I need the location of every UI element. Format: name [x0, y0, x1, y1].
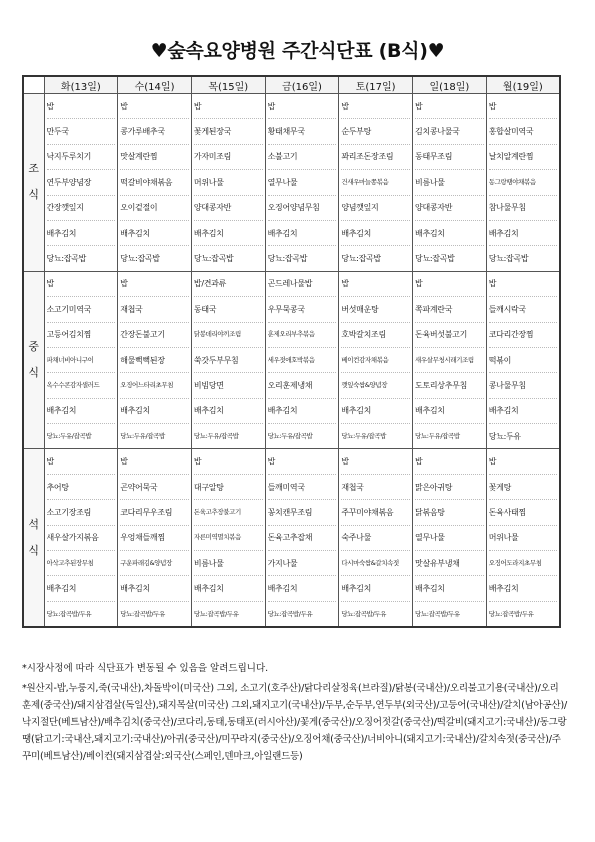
menu-cell [413, 271, 487, 449]
menu-item: 당뇨:잡곡밥/두유 [415, 609, 460, 618]
menu-item: 호박갈치조림 [341, 323, 410, 348]
menu-item: 꽁치캔무조림 [268, 500, 337, 525]
menu-item: 순두부탕 [341, 119, 410, 144]
menu-cell [413, 449, 487, 627]
menu-item: 낙지두루치기 [47, 145, 116, 170]
corner-cell [23, 76, 44, 94]
menu-item: 새우살무청시래기조림 [415, 348, 484, 373]
menu-item: 배추김치 [341, 576, 410, 601]
menu-item: 밥 [120, 272, 189, 297]
menu-item: 만두국 [47, 119, 116, 144]
meal-row [23, 271, 560, 449]
menu-item: 재첩국 [341, 475, 410, 500]
menu-item: 당뇨:잡곡밥 [267, 254, 308, 264]
menu-item: 베이컨감자채볶음 [341, 348, 410, 373]
menu-item: 홍합살미역국 [489, 119, 557, 144]
menu-item: 밥 [194, 94, 263, 119]
menu-item: 추어탕 [47, 475, 116, 500]
menu-item: 도토리상추무침 [415, 373, 484, 398]
menu-item: 당뇨:두유/잡곡밥 [193, 431, 239, 440]
menu-item: 열무나물 [268, 170, 337, 195]
menu-item: 동태무조림 [415, 145, 484, 170]
menu-item: 비빔당면 [194, 373, 263, 398]
meal-label: 조 식 [23, 94, 44, 272]
day-header: 화(13일) [44, 76, 118, 94]
menu-item: 다시마숙쌈&갈치속젓 [341, 551, 410, 576]
menu-item: 동태국 [194, 297, 263, 322]
menu-item: 깻잎숙쌈&양념장 [341, 373, 410, 398]
menu-item: 당뇨:두유/잡곡밥 [415, 431, 460, 440]
menu-item: 간장깻잎지 [47, 196, 116, 221]
menu-item: 곤약어묵국 [120, 475, 189, 500]
notice-text: *시장사정에 따라 식단표가 변동될 수 있음을 알려드립니다. [22, 663, 269, 674]
menu-item: 배추김치 [415, 399, 484, 424]
menu-item: 아삭고추된장무침 [47, 551, 116, 576]
menu-item: 당뇨:잡곡밥 [341, 254, 381, 264]
menu-item: 배추김치 [489, 221, 557, 246]
menu-item: 구운파래김&양념장 [120, 551, 189, 576]
menu-item: 밥 [489, 272, 557, 297]
menu-item: 배추김치 [489, 399, 557, 424]
menu-item: 오이겉절이 [120, 196, 189, 221]
menu-cell [265, 449, 339, 627]
menu-cell [413, 94, 487, 272]
menu-item: 쪽파계란국 [415, 297, 484, 322]
menu-item: 당뇨:잡곡밥/두유 [46, 609, 92, 618]
menu-item: 돈육고추잡채 [268, 526, 337, 551]
menu-item: 배추김치 [415, 221, 484, 246]
menu-item: 배추김치 [47, 576, 116, 601]
menu-item: 쑥갓두부무침 [194, 348, 263, 373]
menu-item: 밥 [489, 449, 557, 474]
menu-item: 연두부양념장 [47, 170, 116, 195]
menu-item: 배추김치 [489, 576, 557, 601]
menu-item: 떡갈비야채볶음 [120, 170, 189, 195]
menu-cell [191, 271, 265, 449]
menu-item: 옥수수콘감자샐러드 [47, 373, 116, 398]
menu-item: 양대콩자반 [415, 196, 484, 221]
menu-cell [339, 449, 413, 627]
menu-item: 당뇨:두유/잡곡밥 [341, 431, 387, 440]
menu-item: 당뇨:두유 [488, 431, 521, 441]
menu-cell [339, 94, 413, 272]
menu-item: 훈제오리부추볶음 [268, 323, 337, 348]
menu-item: 비름나물 [194, 551, 263, 576]
menu-item: 세우젓애호박볶음 [268, 348, 337, 373]
menu-cell [44, 94, 118, 272]
menu-item: 밥 [489, 94, 557, 119]
menu-item: 소불고기 [268, 145, 337, 170]
menu-item: 코다리무우조림 [120, 500, 189, 525]
meal-label: 석 식 [23, 449, 44, 627]
menu-item: 배추김치 [341, 399, 410, 424]
menu-item: 돈육버섯불고기 [415, 323, 484, 348]
menu-item: 배추김치 [341, 221, 410, 246]
menu-item: 버섯매운탕 [341, 297, 410, 322]
menu-item: 배추김치 [194, 399, 263, 424]
menu-item: 맑은아귀탕 [415, 475, 484, 500]
menu-item: 동그랑땡야채볶음 [489, 170, 557, 195]
origin-info: *원산지-밥,누룽지,죽(국내산),차돌박이(미국산) 그외, 소고기(호주산)/닭다리살정육(브라질)/닭봉(국내산)/오리불고기용(국내산)/오리훈제(중국산)/돼지삼겹살(독일산),돼지목살(미국산) 그외,돼지고기(국내산)/두부,순두부,연두부(외국산)/고등어(국내산)/갈치(남아공산)/낙지절단(베트남산)/배추김치(중국산)/코다리,동태,동태포(러시아산)/꽃게(중국산)/오징어젓갈(중국산)/떡갈비(돼지고기:국내산)/동그랑땡(닭고기:국내산,돼지고기:국내산)/아귀(중국산)/미꾸라지(중국산)/오징어채(중국산)/너비아니(돼지고기:국내산)/갈치속젓(중국산)/주꾸미(베트남산)/베이컨(돼지삼겹살:외국산(스페인,덴마크,아일랜드등) [22, 683, 567, 762]
menu-item: 양대콩자반 [194, 196, 263, 221]
menu-item: 머위나물 [489, 526, 557, 551]
menu-cell [486, 94, 560, 272]
menu-item: 당뇨:잡곡밥/두유 [341, 609, 387, 618]
menu-item: 밥 [341, 94, 410, 119]
menu-item: 배추김치 [120, 399, 189, 424]
menu-item: 맛살유부냉채 [415, 551, 484, 576]
menu-item: 소고기미역국 [47, 297, 116, 322]
day-header: 월(19일) [486, 76, 560, 94]
menu-item: 밥 [341, 449, 410, 474]
menu-item: 열무나물 [415, 526, 484, 551]
menu-item: 오징어양념무침 [268, 196, 337, 221]
menu-item: 밥 [341, 272, 410, 297]
menu-item: 들깨시락국 [489, 297, 557, 322]
menu-item: 밥 [47, 94, 116, 119]
meal-label: 중 식 [23, 271, 44, 449]
menu-item: 당뇨:잡곡밥 [193, 254, 234, 264]
menu-item: 우엉채들깨찜 [120, 526, 189, 551]
menu-item: 참나물무침 [489, 196, 557, 221]
menu-item: 숙주나물 [341, 526, 410, 551]
menu-item: 꽃게된장국 [194, 119, 263, 144]
menu-item: 배추김치 [47, 221, 116, 246]
menu-item: 닭볶음탕 [415, 500, 484, 525]
menu-item: 배추김치 [194, 221, 263, 246]
menu-cell [265, 271, 339, 449]
day-header: 목(15일) [191, 76, 265, 94]
menu-item: 돈육고추장불고기 [194, 500, 263, 525]
menu-item: 당뇨:두유/잡곡밥 [267, 431, 313, 440]
menu-item: 재첩국 [120, 297, 189, 322]
menu-item: 자른미역멸치볶음 [194, 526, 263, 551]
meal-row [23, 94, 560, 272]
menu-item: 당뇨:두유/잡곡밥 [46, 431, 92, 440]
menu-item: 양념깻잎지 [341, 196, 410, 221]
menu-item: 밥 [415, 272, 484, 297]
menu-cell [486, 271, 560, 449]
day-header: 일(18일) [413, 76, 487, 94]
menu-item: 오징어도라지초무침 [489, 551, 557, 576]
menu-cell [191, 449, 265, 627]
menu-cell [339, 271, 413, 449]
menu-item: 들깨미역국 [268, 475, 337, 500]
menu-item: 비름나물 [415, 170, 484, 195]
menu-item: 오리훈제냉채 [268, 373, 337, 398]
page-title: ♥숲속요양병원 주간식단표 (B식)♥ [150, 40, 445, 62]
day-header-row [23, 76, 560, 94]
menu-item: 콩나물무침 [489, 373, 557, 398]
menu-item: 밥 [268, 94, 337, 119]
menu-item: 주꾸미야채볶음 [341, 500, 410, 525]
menu-item: 대구알탕 [194, 475, 263, 500]
meal-row [23, 449, 560, 627]
menu-item: 코다리간장찜 [489, 323, 557, 348]
menu-item: 밥/견과류 [194, 272, 263, 297]
menu-item: 당뇨:잡곡밥 [415, 254, 455, 264]
menu-item: 가자미조림 [194, 145, 263, 170]
menu-item: 황태채무국 [268, 119, 337, 144]
menu-cell [118, 94, 192, 272]
menu-item: 배추김치 [120, 221, 189, 246]
menu-item: 건새우마늘쫑볶음 [341, 170, 410, 195]
menu-item: 머위나물 [194, 170, 263, 195]
menu-item: 배추김치 [415, 576, 484, 601]
menu-item: 밥 [415, 94, 484, 119]
menu-item: 배추김치 [47, 399, 116, 424]
menu-item: 당뇨:두유/잡곡밥 [120, 431, 165, 440]
menu-item: 날치알계란찜 [489, 145, 557, 170]
menu-item: 맛살계란찜 [120, 145, 189, 170]
menu-item: 밥 [194, 449, 263, 474]
menu-item: 배추김치 [268, 399, 337, 424]
menu-item: 당뇨:잡곡밥 [488, 254, 529, 264]
menu-item: 돈육사태찜 [489, 500, 557, 525]
weekly-menu-table [22, 75, 561, 628]
menu-item: 콩가루배추국 [120, 119, 189, 144]
menu-item: 당뇨:잡곡밥/두유 [488, 609, 534, 618]
menu-item: 배추김치 [268, 221, 337, 246]
menu-item: 밥 [47, 272, 116, 297]
menu-item: 밥 [268, 449, 337, 474]
menu-item: 꽃게탕 [489, 475, 557, 500]
menu-item: 당뇨:잡곡밥 [120, 254, 160, 264]
menu-cell [44, 449, 118, 627]
menu-item: 고등어김치찜 [47, 323, 116, 348]
menu-cell [265, 94, 339, 272]
menu-cell [44, 271, 118, 449]
menu-item: 오징어느타리초무침 [120, 373, 189, 398]
menu-item: 소고기장조림 [47, 500, 116, 525]
day-header: 수(14일) [118, 76, 192, 94]
menu-item: 곤드레나물밥 [268, 272, 337, 297]
menu-item: 닭봉데리야끼조림 [194, 323, 263, 348]
menu-item: 밥 [415, 449, 484, 474]
menu-cell [118, 449, 192, 627]
menu-item: 떡볶이 [489, 348, 557, 373]
menu-cell [191, 94, 265, 272]
menu-item: 우무묵콩국 [268, 297, 337, 322]
menu-item: 밥 [47, 449, 116, 474]
day-header: 토(17일) [339, 76, 413, 94]
menu-item: 배추김치 [194, 576, 263, 601]
menu-item: 당뇨:잡곡밥 [46, 254, 87, 264]
menu-item: 배추김치 [268, 576, 337, 601]
day-header: 금(16일) [265, 76, 339, 94]
menu-item: 간장돈불고기 [120, 323, 189, 348]
menu-cell [486, 449, 560, 627]
menu-item: 파채너비아니구이 [47, 348, 116, 373]
menu-item: 당뇨:잡곡밥/두유 [120, 609, 165, 618]
menu-item: 가지나물 [268, 551, 337, 576]
menu-item: 당뇨:잡곡밥/두유 [267, 609, 313, 618]
menu-item: 밥 [120, 449, 189, 474]
menu-item: 새우살가지볶음 [47, 526, 116, 551]
menu-item: 김치콩나물국 [415, 119, 484, 144]
menu-item: 해물뻑뻑된장 [120, 348, 189, 373]
menu-item: 당뇨:잡곡밥/두유 [193, 609, 239, 618]
menu-item: 꽈리조돈장조림 [341, 145, 410, 170]
menu-item: 밥 [120, 94, 189, 119]
menu-cell [118, 271, 192, 449]
menu-item: 배추김치 [120, 576, 189, 601]
